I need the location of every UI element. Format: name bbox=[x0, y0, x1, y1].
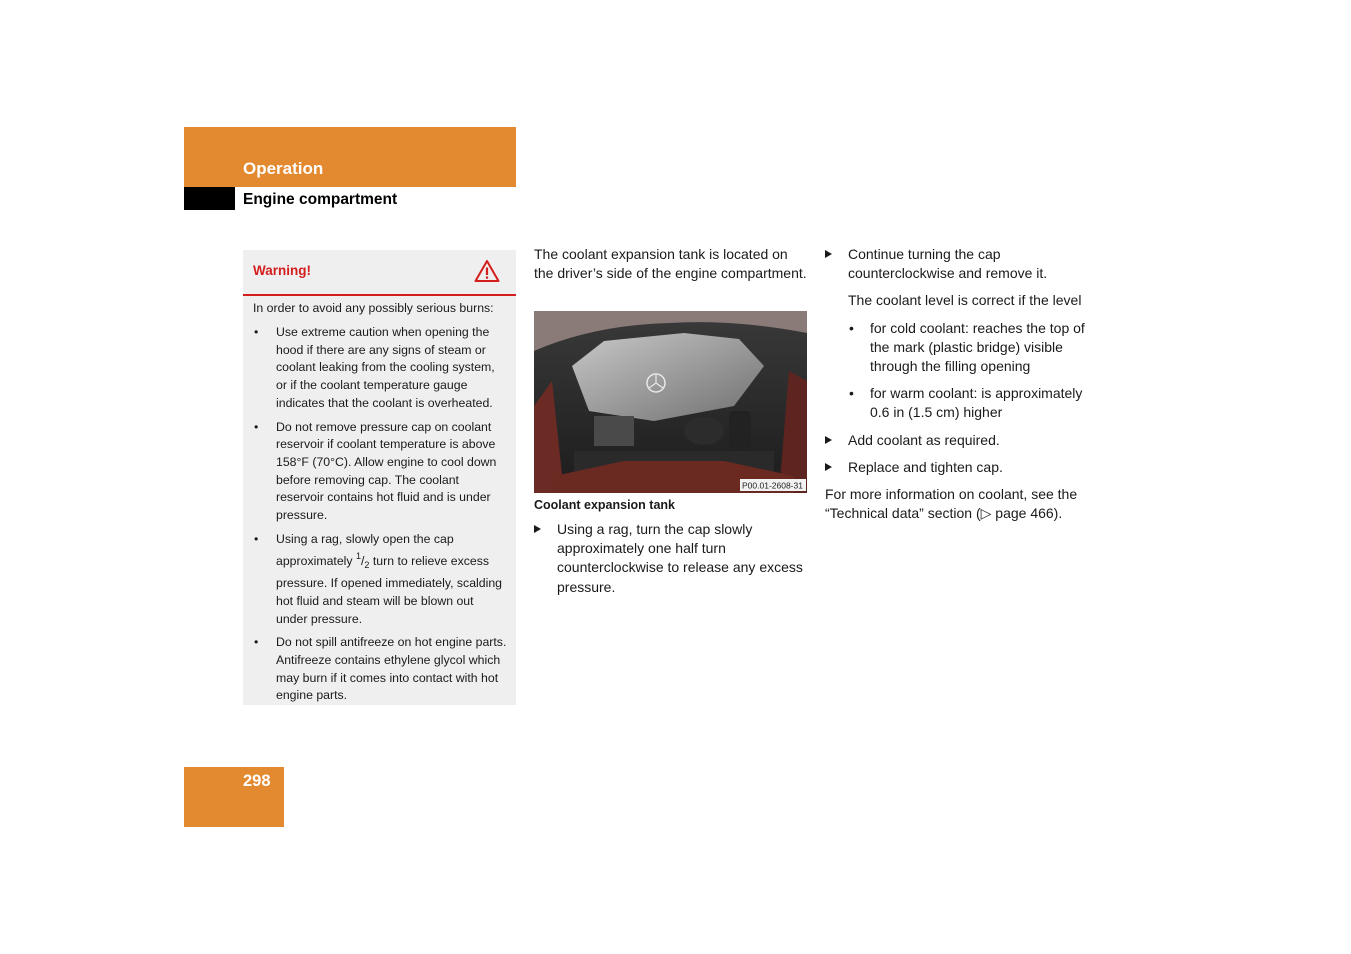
step-arrow-icon bbox=[534, 525, 541, 533]
warning-header bbox=[243, 250, 516, 296]
step-arrow-icon bbox=[825, 463, 832, 471]
warning-box bbox=[243, 250, 516, 705]
page-number: 298 bbox=[243, 772, 271, 790]
level-item-text: for warm coolant: is approximately 0.6 in (1.5 cm) higher bbox=[870, 385, 1083, 421]
engine-compartment-photo bbox=[534, 311, 807, 493]
step-text: Using a rag, turn the cap slowly approximately one half turn counterclockwise to release any excess pressure. bbox=[557, 521, 803, 595]
warning-item: • Use extreme caution when opening the hood if there are any signs of steam or coolant leaking from the cooling system, or if the coolant temperature gauge indicates that the coolant is overheated. bbox=[254, 325, 495, 410]
section-marker bbox=[184, 187, 235, 210]
level-intro: The coolant level is correct if the level bbox=[848, 292, 1082, 309]
step-arrow-icon bbox=[825, 250, 832, 258]
middle-column bbox=[534, 245, 810, 283]
photo-caption: Coolant expansion tank bbox=[534, 498, 675, 512]
right-column bbox=[825, 245, 1105, 523]
warning-label: Warning! bbox=[253, 263, 311, 278]
warning-triangle-icon bbox=[474, 259, 500, 283]
warning-item-text: Do not spill antifreeze on hot engine parts. Antifreeze contains ethylene glycol which may burn if it comes into contact with hot engine parts. bbox=[276, 635, 507, 703]
warning-item: • Do not spill antifreeze on hot engine parts. Antifreeze contains ethylene glycol which may burn if it comes into contact with hot engine parts. bbox=[254, 635, 507, 703]
step-item bbox=[534, 520, 810, 597]
chapter-title: Operation bbox=[243, 159, 324, 178]
header-bar bbox=[184, 127, 516, 187]
more-info: For more information on coolant, see the “Technical data” section (▷ page 466). bbox=[825, 486, 1078, 522]
level-item-text: for cold coolant: reaches the top of the mark (plastic bridge) visible through the filling opening bbox=[870, 319, 1085, 375]
warning-item: • Do not remove pressure cap on coolant reservoir if coolant temperature is above 158°F (70°C). Allow engine to cool down before removing cap. The coolant reservoir contains hot fluid and is under pressure. bbox=[254, 419, 497, 523]
step-text: Add coolant as required. bbox=[848, 431, 1000, 448]
section-title: Engine compartment bbox=[243, 191, 398, 208]
step-text: Continue turning the cap counterclockwise and remove it. bbox=[848, 246, 1048, 282]
fraction-slash: / bbox=[360, 554, 365, 569]
step-arrow-icon bbox=[825, 436, 832, 444]
step-item bbox=[825, 458, 1105, 477]
warning-item-text: Using a rag, slowly open the cap approximately $^1/_2$ turn to relieve excess pressure. If opened immediately, scalding hot fluid and steam will be blown out under pressure. bbox=[276, 531, 503, 626]
fraction-denominator: 2 bbox=[364, 560, 370, 571]
warning-intro: In order to avoid any possibly serious burns: bbox=[253, 301, 494, 315]
step-text: Replace and tighten cap. bbox=[848, 458, 1003, 475]
photo-code: P00.01-2608-31 bbox=[742, 480, 803, 491]
warning-item-text: Use extreme caution when opening the hood if there are any signs of steam or coolant leaking from the cooling system, or if the coolant temperature gauge indicates that the coolant is overheated. bbox=[276, 325, 495, 410]
middle-steps bbox=[534, 520, 810, 597]
level-item: • for cold coolant: reaches the top of the mark (plastic bridge) visible through the filling opening bbox=[849, 319, 1085, 375]
fraction-numerator: 1 bbox=[355, 551, 361, 562]
warning-list bbox=[243, 324, 516, 711]
level-item: • for warm coolant: is approximately 0.6 in (1.5 cm) higher bbox=[849, 385, 1083, 421]
warning-item: • Using a rag, slowly open the cap approximately $^1/_2$ turn to relieve excess pressure. If opened immediately, scalding hot fluid and steam will be blown out under pressure. bbox=[254, 531, 503, 626]
coolant-tank-intro: The coolant expansion tank is located on the driver’s side of the engine compartment. bbox=[534, 246, 807, 282]
step-item bbox=[825, 431, 1105, 450]
step-item bbox=[825, 245, 1105, 283]
warning-item-text: Do not remove pressure cap on coolant reservoir if coolant temperature is above 158°F (70°C). Allow engine to cool down before removing cap. The coolant reservoir contains hot fluid and is under pressure. bbox=[276, 419, 497, 523]
